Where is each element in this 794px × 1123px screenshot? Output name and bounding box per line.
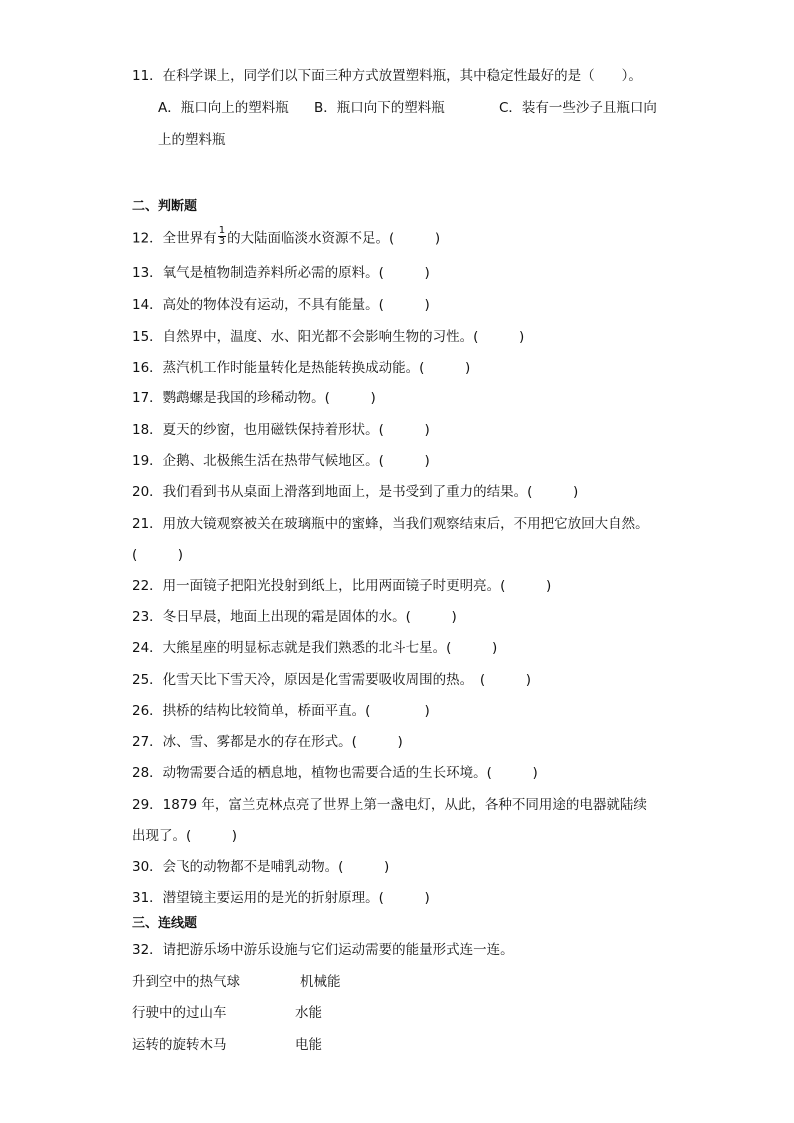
question-14: 14．高处的物体没有运动，不具有能量。( ) [132,297,430,313]
fraction-one-third [218,226,226,247]
question-19: 19．企鹅、北极熊生活在热带气候地区。( ) [132,453,430,469]
question-30: 30．会飞的动物都不是哺乳动物。( ) [132,859,390,875]
question-22: 22．用一面镜子把阳光投射到纸上，比用两面镜子时更明亮。( ) [132,578,552,594]
question-26: 26．拱桥的结构比较简单，桥面平直。( ) [132,703,430,719]
match-right-item-1: 机械能 [300,974,341,990]
match-left-item-2: 行驶中的过山车 [132,1005,227,1021]
question-29: 29．1879 年，富兰克林点亮了世界上第一盏电灯，从此，各种不同用途的电器就陆续 [132,797,647,813]
question-20: 20．我们看到书从桌面上滑落到地面上，是书受到了重力的结果。( ) [132,484,579,500]
question-11-option-c: C．装有一些沙子且瓶口向 [499,100,657,116]
question-21: 21．用放大镜观察被关在玻璃瓶中的蜜蜂，当我们观察结束后，不用把它放回大自然。 [132,516,649,532]
question-13: 13．氧气是植物制造养料所必需的原料。( ) [132,265,430,281]
question-27: 27．冰、雪、雾都是水的存在形式。( ) [132,734,403,750]
question-24: 24．大熊星座的明显标志就是我们熟悉的北斗七星。( ) [132,640,498,656]
question-25: 25．化雪天比下雪天冷，原因是化雪需要吸收周围的热。 ( ) [132,672,531,688]
match-right-item-2: 水能 [295,1005,322,1021]
question-12-post: 的大陆面临淡水资源不足。( ) [227,230,441,247]
fraction-numerator: 1 [218,225,226,236]
question-11-option-b: B．瓶口向下的塑料瓶 [314,100,445,116]
question-21-continued: ( ) [132,547,184,563]
question-23: 23．冬日早晨，地面上出现的霜是固体的水。( ) [132,609,457,625]
question-11-stem: 11．在科学课上，同学们以下面三种方式放置塑料瓶，其中稳定性最好的是（ ）。 [132,68,642,84]
match-right-item-3: 电能 [295,1037,322,1053]
question-32-stem: 32．请把游乐场中游乐设施与它们运动需要的能量形式连一连。 [132,942,514,958]
match-left-item-3: 运转的旋转木马 [132,1037,227,1053]
question-11-option-c-continued: 上的塑料瓶 [158,132,226,148]
question-29-continued: 出现了。( ) [132,828,238,844]
section-2-title: 二、判断题 [132,199,198,214]
question-11-option-a: A．瓶口向上的塑料瓶 [158,100,289,116]
question-12 [132,225,441,248]
question-16: 16．蒸汽机工作时能量转化是热能转换成动能。( ) [132,360,471,376]
question-28: 28．动物需要合适的栖息地，植物也需要合适的生长环境。( ) [132,765,538,781]
question-17: 17．鹦鹉螺是我国的珍稀动物。( ) [132,390,376,406]
question-12-pre: 12．全世界有 [132,230,217,247]
section-3-title: 三、连线题 [132,916,198,931]
question-18: 18．夏天的纱窗，也用磁铁保持着形状。( ) [132,422,430,438]
fraction-denominator: 3 [218,236,226,247]
question-31: 31．潜望镜主要运用的是光的折射原理。( ) [132,890,430,906]
question-15: 15．自然界中，温度、水、阳光都不会影响生物的习性。( ) [132,329,525,345]
match-left-item-1: 升到空中的热气球 [132,974,240,990]
